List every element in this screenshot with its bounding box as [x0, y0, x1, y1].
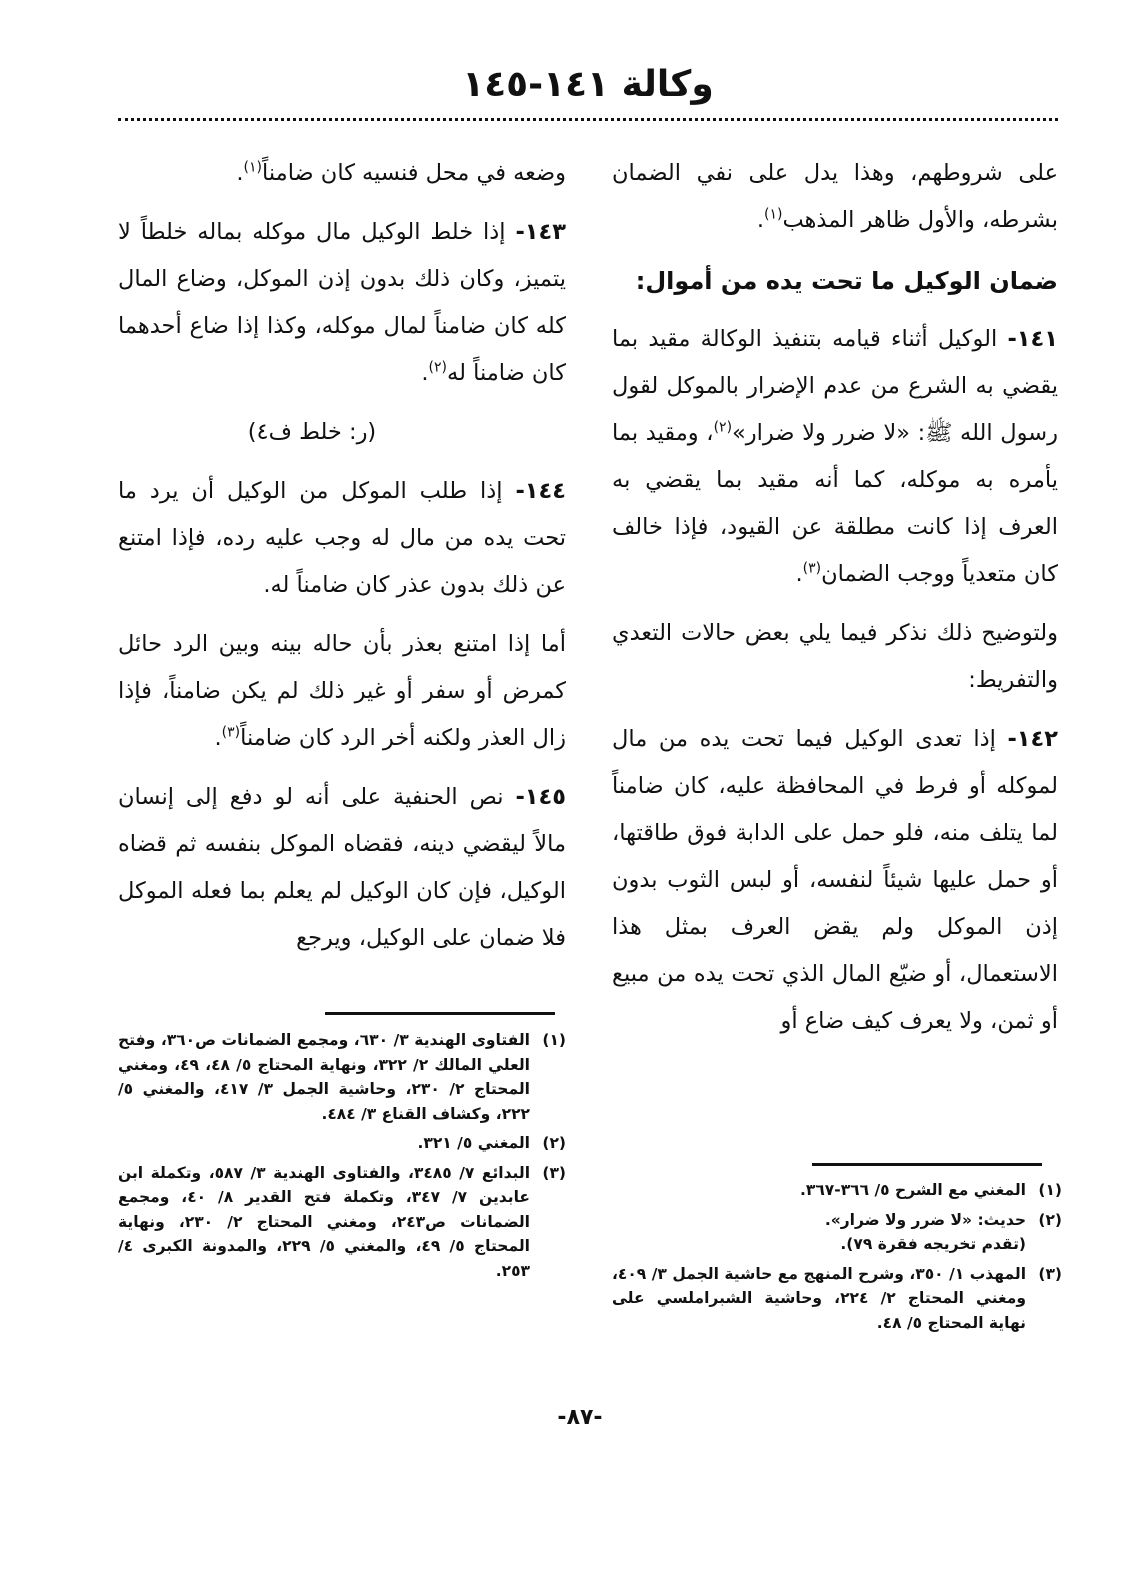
paragraph-141 — [612, 316, 1058, 598]
page-number: -٨٧- — [557, 1405, 603, 1430]
footnote — [118, 1028, 566, 1126]
footnote-separator-left — [325, 1012, 555, 1015]
page-title: وكالة ١٤١-١٤٥ — [462, 64, 714, 105]
footnotes-left — [118, 1028, 566, 1288]
paragraph-text: على شروطهم، وهذا يدل على نفي الضمان بشرطه، والأول ظاهر المذهب — [612, 160, 1058, 233]
footnote-number: (١) — [542, 1031, 566, 1049]
footnote-number: (٣) — [542, 1163, 566, 1182]
footnote-text: الفتاوى الهندية ٣/ ٦٣٠، ومجمع الضمانات ص٣٦٠، وفتح العلي المالك ٢/ ٣٢٢، ونهاية المحتاج ٥/ ٤٨، ٤٩، ومغني المحتاج ٢/ ٢٣٠، وحاشية الجمل ٣/ ٤١٧، والمغني ٥/ ٢٢٢، وكشاف القناع ٣/ ٤٨٤. — [118, 1031, 530, 1123]
section-heading: ضمان الوكيل ما تحت يده من أموال: — [635, 267, 1058, 295]
paragraph-number: ١٤٥- — [515, 784, 566, 810]
footnote — [612, 1208, 1062, 1257]
paragraph-text: . — [236, 160, 244, 186]
footnote-ref: (٣) — [221, 724, 241, 741]
footnote-text: المغني مع الشرح ٥/ ٣٦٦-٣٦٧. — [799, 1181, 1026, 1199]
footnote — [612, 1262, 1062, 1336]
footnote-separator-right — [812, 1163, 1042, 1166]
paragraph-number: ١٤١- — [1007, 326, 1058, 352]
paragraph-text: إذا خلط الوكيل مال موكله بماله خلطاً لا يتميز، وكان ذلك بدون إذن الموكل، وضاع المال كله كان ضامناً لمال موكله، وكذا إذا ضاع أحدهما كان ضامناً له — [118, 219, 566, 386]
footnote-body — [612, 1208, 1026, 1257]
footnote — [612, 1178, 1062, 1203]
paragraph-145 — [118, 774, 566, 962]
paragraph-text: . — [795, 561, 803, 587]
footnote — [118, 1131, 566, 1156]
paragraph-number: ١٤٤- — [515, 478, 566, 504]
paragraph-clarify: ولتوضيح ذلك نذكر فيما يلي بعض حالات التعدي والتفريط: — [612, 620, 1058, 693]
footnote-number: (٣) — [1038, 1264, 1062, 1283]
paragraph-excuse — [118, 621, 566, 762]
paragraph-144 — [118, 468, 566, 609]
right-column — [612, 150, 1058, 1057]
paragraph-text: إذا طلب الموكل من الوكيل أن يرد ما تحت يده من مال له وجب عليه رده، فإذا امتنع عن ذلك بدون عذر كان ضامناً له. — [118, 478, 566, 598]
paragraph-intro: على شروطهم، وهذا يدل على نفي الضمان بشرطه، والأول ظاهر المذهب$^{(١)}$. — [612, 160, 1058, 233]
footnote — [118, 1161, 566, 1284]
paragraph-text: . — [214, 725, 222, 751]
footnote-ref: (١) — [243, 159, 262, 176]
footnote-text: حديث: «لا ضرر ولا ضرار». — [824, 1210, 1026, 1229]
footnote-ref: (٣) — [802, 560, 822, 577]
paragraph-text: أما إذا امتنع بعذر بأن حاله بينه وبين الرد حائل كمرض أو سفر أو غير ذلك لم يكن ضامناً، فإذا زال العذر ولكنه أخر الرد كان ضامناً — [118, 631, 566, 751]
header-dotted-rule — [118, 118, 1058, 121]
page-header — [118, 60, 1058, 120]
paragraph-text: . — [421, 360, 429, 386]
paragraph-text: ، ومقيد بما يأمره به موكله، كما أنه مقيد بما يقضي به العرف إذا كانت مطلقة عن القيود، فإذا خالف كان متعدياً ووجب الضمان — [612, 420, 1058, 587]
paragraph-text: وضعه في محل فنسيه كان ضامناً — [262, 160, 566, 186]
footnote-ref: (٢) — [428, 359, 448, 376]
footnote-number: (١) — [1038, 1181, 1062, 1199]
paragraph-number: ١٤٣- — [515, 219, 566, 245]
footnote-ref: (١) — [764, 206, 783, 223]
paragraph-text: إذا تعدى الوكيل فيما تحت يده من مال لموكله أو فرط في المحافظة عليه، كان ضامناً لما يتلف منه، فلو حمل على الدابة فوق طاقتها، أو حمل عليها شيئاً لنفسه، أو لبس الثوب بدون إذن الموكل ولم يقض العرف بمثل هذا الاستعمال، أو ضيّع المال الذي تحت يده من مبيع أو ثمن، ولا يعرف كيف ضاع أو — [612, 726, 1058, 1034]
footnote-number: (٢) — [1038, 1210, 1062, 1229]
footnotes-right — [612, 1178, 1062, 1340]
left-column — [118, 150, 566, 974]
paragraph-continued — [118, 150, 566, 197]
paragraph-143 — [118, 209, 566, 397]
paragraph-142 — [612, 716, 1058, 1045]
footnote-text: البدائع ٧/ ٣٤٨٥، والفتاوى الهندية ٣/ ٥٨٧، وتكملة ابن عابدين ٧/ ٣٤٧، وتكملة فتح القدير ٨/ ٤٠، ومجمع الضمانات ص٢٤٣، ومغني المحتاج ٢/ ٢٣٠، ونهاية المحتاج ٥/ ٤٩، والمغني ٥/ ٢٢٩، والمدونة الكبرى ٤/ ٢٥٣. — [118, 1163, 531, 1280]
footnote-text: المهذب ١/ ٣٥٠، وشرح المنهج مع حاشية الجمل ٣/ ٤٠٩، ومغني المحتاج ٢/ ٢٢٤، وحاشية الشبراملسي على نهاية المحتاج ٥/ ٤٨. — [612, 1264, 1027, 1332]
footnote-text: المغني ٥/ ٣٢١. — [417, 1134, 530, 1152]
paragraph-number: ١٤٢- — [1007, 726, 1058, 752]
footnote-ref: (٢) — [713, 419, 733, 436]
cross-reference: (ر: خلط ف٤) — [247, 419, 377, 445]
paragraph-text: نص الحنفية على أنه لو دفع إلى إنسان مالاً ليقضي دينه، فقضاه الموكل بنفسه ثم قضاه الوكيل، فإن كان الوكيل لم يعلم بما فعله الموكل فلا ضمان على الوكيل، ويرجع — [118, 784, 566, 951]
paragraph-text: الوكيل أثناء قيامه بتنفيذ الوكالة مقيد بما يقضي به الشرع من عدم الإضرار بالموكل لقول رسول الله ﷺ: «لا ضرر ولا ضرار» — [612, 326, 1058, 446]
footnote-subtext: (تقدم تخريجه فقرة ٧٩). — [840, 1235, 1026, 1253]
footnote-number: (٢) — [542, 1134, 566, 1152]
